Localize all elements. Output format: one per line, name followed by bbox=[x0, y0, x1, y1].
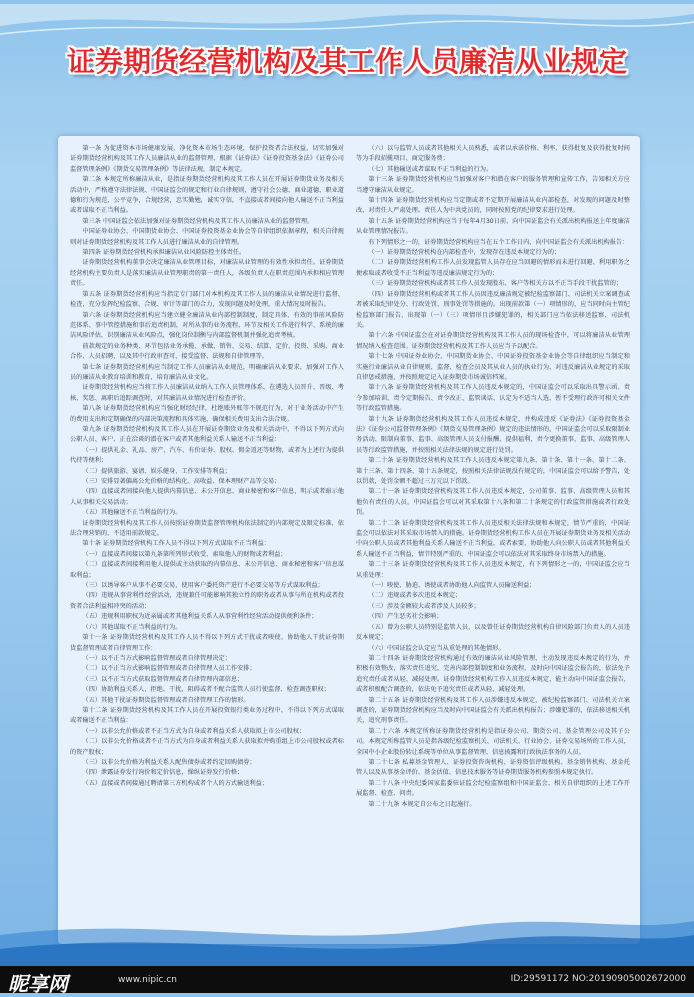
paragraph: （三）以不正当方式获取监督管理或者自律管理内部信息； bbox=[82, 675, 244, 683]
paragraph: （二）直接或者间接利用他人提供或主动获取的内幕信息、未公开信息、商业秘密和客户信息谋取利益； bbox=[70, 561, 344, 579]
paragraph: 第二十一条 证券期货经营机构及其工作人员违反本规定，公司董事、监事、高级管理人员和其他负有责任的人员，中国证监会可以对其采取第十八条和第二十条规定的行政监管措施或者行政处罚。 bbox=[356, 488, 630, 517]
paragraph: （三）以非公允价格为利益关系人配售债券或者约定回购债券； bbox=[82, 758, 256, 766]
paragraph: 第一条 为促进资本市场健康发展，净化资本市场生态环境，保护投资者合法权益，切实加强对证券期货经营机构及其工作人员廉洁从业的监督管理，根据《证券法》《证券投资基金法》《证券公司监督管理条例》《期货交易管理条例》等法律法规，制定本规定。 bbox=[70, 145, 344, 173]
paragraph: 第十三条 证券期货经营机构应当加强对客户和潜在客户的服务管理和宣传工作，告知相关方应当遵守廉洁从业规定。 bbox=[356, 176, 630, 194]
paragraph: 第三条 中国证监会依法加强对证券期货经营机构及其工作人员廉洁从业的监督管理。 bbox=[82, 217, 314, 225]
paragraph: 第二十七条 私募基金管理人、证券投资咨询机构、证券资信评级机构、基金销售机构、基金托管人以及从事基金评价、基金估值、信息技术服务等证券期货服务机构参照本规定执行。 bbox=[356, 758, 630, 777]
paragraph: 第四条 证券期货经营机构承担廉洁从业风险防控主体责任。 bbox=[82, 249, 246, 257]
left-text-column bbox=[70, 144, 344, 938]
paragraph: 第二十三条 证券期货经营机构及其工作人员违反本规定，有下列情形之一的，中国证监会应当从重处理： bbox=[356, 561, 630, 579]
page-title: 证券期货经营机构及其工作人员廉洁从业规定 bbox=[66, 45, 627, 78]
paragraph: 有下列情形之一的，证券期货经营机构应当在五个工作日内，向中国证监会有关派出机构报告： bbox=[368, 238, 629, 246]
paragraph: 第十七条 中国证券业协会、中国期货业协会、中国证券投资基金业协会等自律组织应当制定和实施行业廉洁从业自律规则，监督、检查会员及其从业人员的执业行为，对违反廉洁从业规定的采取自律惩戒措施，并按照规定记入证券期货市场诚信档案。 bbox=[356, 353, 630, 381]
site-url: www.nipic.cn bbox=[118, 975, 177, 985]
paragraph: （三）涉及金额较大或者涉及人员较多； bbox=[368, 602, 480, 610]
paragraph: 第七条 证券期货经营机构应当制定工作人员廉洁从业规范，明确廉洁从业要求，加强对工作人员的廉洁从业教育培训和教育，培育廉洁从业文化。 bbox=[70, 363, 344, 381]
paragraph: 第十二条 证券期货经营机构及其工作人员在开展投资银行类业务过程中，不得以下列方式谋取或者输送不正当利益： bbox=[70, 706, 344, 725]
paragraph: （五）直接或者间接通过聘请第三方机构或者个人的方式输送利益； bbox=[82, 779, 269, 787]
paragraph: 第十八条 证券期货经营机构及其工作人员违反本规定的，中国证监会可以采取出具警示函、责令参加培训、责令定期报告、责令改正、监管谈话、认定为不适当人选、暂不受理行政许可相关文件等行政监管措施。 bbox=[356, 384, 630, 413]
paragraph: （三）安排显著偏离公允价格的结构化、高收益、保本理财产品等交易； bbox=[82, 478, 281, 485]
paragraph: （二）以非公允价格或者不正当方式为自身或者利益关系人获取拟并购重组上市公司股权或者标的资产股权； bbox=[70, 738, 344, 756]
paragraph: 第二十二条 证券期货经营机构及其工作人员违反相关法律法规和本规定，情节严重的，中国证监会可以依法对其采取市场禁入的措施。证券期货经营机构工作人员在开展证券期货业务及相关活动中向公职人员或者其他利益关系人输送不正当利益，或者索要、协助他人向公职人员或者其他利益关系人输送不正当利益，情节特别严重的，中国证监会可以依法对其采取终身市场禁入的措施。 bbox=[356, 519, 630, 558]
paragraph: （五）其他输送不正当利益的行为。 bbox=[82, 509, 182, 517]
paragraph: 第八条 证券期货经营机构应当强化财经纪律，杜绝账外账等不规范行为，对于业务活动中产生的费用支出和定期确保的内部决策流程和具体实施，确保相关费用支出合法合规。 bbox=[70, 405, 344, 423]
paragraph: （一）唆使、胁迫、诱使或者协助他人向监管人员输送利益； bbox=[368, 582, 536, 590]
paragraph: 第二十八条 中央纪委国家监委驻证监会纪检监察组和中国证监会、相关自律组织的上述工作开展监督、检查、问责。 bbox=[356, 779, 630, 798]
paragraph: 第六条 证券期货经营机构应当建立健全廉洁从业内部控制制度，制定具体、有效的事前风险防范体系、事中管控措施和事后追责机制，对所从事的业务流程、环节及相关工作进行科学、系统的廉洁风险评估，识别廉洁从业风险点，强化岗位制衡与内部监督机制并强化追责考核。 bbox=[70, 311, 344, 340]
watermark-footer bbox=[0, 966, 694, 996]
paragraph: （四）协助利益关系人，拒绝、干扰、阻碍或者不配合监管人员行使监督、检查调查职权； bbox=[82, 686, 330, 694]
paragraph: 第二十五条 证券期货经营机构及其工作人员涉嫌违反本规定，被纪检监察部门、司法机关立案调查的，证券期货经营机构应当及时向中国证监会有关派出机构报告；涉嫌犯罪的，依法移送相关机关，追究刑事责任。 bbox=[356, 696, 630, 725]
paragraph: 第十五条 证券期货经营机构应当于每年4月30日前，向中国证监会有关派出机构报送上年度廉洁从业管理情况报告。 bbox=[356, 217, 630, 236]
right-text-column bbox=[356, 144, 630, 938]
paragraph: （四）泄露证券发行询价和定价信息，操纵证券发行价格； bbox=[82, 769, 244, 777]
paragraph: （五）曾为公职人员特别是监管人员，以及曾任证券期货经营机构自律风险部门负责人的人员违反本规定； bbox=[356, 623, 630, 642]
paragraph: 第九条 证券期货经营机构及其工作人员在开展证券期货业务及相关活动中，不得以下列方式向公职人员、客户、正在洽谈的潜在客户或者其他利益关系人输送不正当利益： bbox=[70, 425, 344, 444]
paragraph: （一）直接或者间接以第九条第所列形式收受、索取他人的财物或者利益； bbox=[82, 550, 287, 558]
paragraph: 第十六条 中国证监会在对证券期货经营机构及其工作人员的现场检查中，可以将廉洁从业管理情况纳入检查范围。证券期货经营机构及其工作人员应当予以配合。 bbox=[356, 332, 630, 350]
paragraph: 证券期货经营机构应当将工作人员廉洁从业纳入工作人员管理体系，在遴选人员晋升、晋级、考核、奖惩、离职后追踪调查时，对其廉洁从业情况进行检查评价。 bbox=[70, 384, 344, 402]
site-logo: 昵享网 bbox=[8, 972, 68, 996]
paragraph: 第二条 本规定所称廉洁从业，是指证券期货经营机构及其工作人员在开展证券期货业务及相关活动中，严格遵守法律法规、中国证监会的规定和行业自律规则，遵守社会公德、商业道德、职业道德和行为规范，公平竞争，合规经营，忠实勤勉，诚实守信，不直接或者间接向他人输送不正当利益或者谋取不正当利益。 bbox=[70, 176, 344, 215]
paragraph: （三）以诱导客户从事不必要交易、使用客户委托资产进行不必要交易等方式谋取利益； bbox=[82, 582, 324, 590]
paragraph: 中国证券业协会、中国期货业协会、中国证券投资基金业协会等自律组织依据章程，相关自律规则对证券期货经营机构及其工作人员进行廉洁从业的自律管理。 bbox=[70, 228, 344, 246]
paragraph: （一）证券期货经营机构在内部检查中，发现存在违反本规定行为的； bbox=[368, 249, 561, 257]
paragraph: （四）证券期货经营机构或者其工作人员因违反廉洁规定被纪检监察部门、司法机关立案调查或者被采取纪律处分、行政处罚、刑事处罚等措施的。出现前款第（一）项情形的，应当同时向主管纪检监察部门报告，出现第（一）（三）项情形且涉嫌犯罪的，相关部门应当依法移送监察、司法机关。 bbox=[356, 290, 630, 329]
paragraph: 第二十四条 证券期货经营机构通过有效的廉洁从业风险管理，主动发现违反本规定的行为，并积极有效整改，落实责任追究，完善内部控制制度和业务流程，及时向中国证监会报告的，依法免予追究责任或者从轻、减轻处理。证券期货经营机构工作人员违反本规定，能主动向中国证监会报告，或者积极配合调查的，依法免予追究责任或者从轻、减轻处理。 bbox=[356, 654, 630, 694]
paragraph: 第十九条 证券期货经营机构及其工作人员违反本规定，并构成违反《证券法》《证券投资基金法》《证券公司监督管理条例》《期货交易管理条例》规定的违法情形的，中国证监会可以采取限制业务活动、限制向董事、监事、高级管理人员支付报酬、提供福利，责令更换董事、监事、高级管理人员等行政监管措施，并按照相关法律法规的规定进行处罚。 bbox=[356, 415, 630, 454]
paragraph: （四）产生恶劣社会影响； bbox=[368, 613, 443, 621]
paragraph: 第十条 证券期货经营机构工作人员不得以下列方式谋取不正当利益： bbox=[82, 540, 270, 548]
top-wave-decoration bbox=[0, 4, 694, 40]
image-id-label: ID:29591172 NO:20190905002672000 bbox=[510, 974, 686, 984]
paragraph: （二）以不正当方式影响监督管理或者自律管理人员工作安排； bbox=[82, 665, 256, 673]
paragraph: （七）其他输送或者谋取不正当利益的行为。 bbox=[368, 165, 493, 173]
paragraph: 第十一条 证券期货经营机构及其工作人员不得以下列方式干扰或者唆使、协助他人干扰证券期货监督管理或者自律管理工作： bbox=[70, 634, 344, 652]
paragraph: （二）证券期货经营机构工作人员发现监管人员存在应当回避的情形而未进行回避、利用职务之便索取或者收受不正当利益等违反廉洁规定行为的； bbox=[356, 259, 630, 277]
paragraph: （六）其他谋取不正当利益的行为。 bbox=[82, 623, 182, 631]
paragraph: 证券期货经营机构董事会决定廉洁从业管理目标，对廉洁从业管理的有效性承担责任。证券期货经营机构主要负责人是落实廉洁从业管理职责的第一责任人，各级负责人在职责范围内承担相应管理责任。 bbox=[70, 259, 344, 288]
paragraph: （五）其他干扰证券期货监督管理或者自律管理工作的情形。 bbox=[82, 696, 250, 704]
paragraph: 前款规定的业务种类、环节包括业务承揽、承做、销售、交易、结算、定价、投资、采购、商业合作、人员招聘，以及其中行政审查可、接受监督、法规和自律管理等。 bbox=[70, 342, 344, 361]
paragraph: （二）违规或者多次违反本规定； bbox=[368, 592, 462, 600]
paragraph: 第十四条 证券期货经营机构应当定期或者不定期开展廉洁从业内部检查，对发现的问题及时整改，对责任人严肃处理。责任人为中共党员的，同时按照党的纪律要求进行处理。 bbox=[356, 197, 630, 215]
paragraph: 第二十条 证券期货经营机构及其工作人员违反本规定第九条、第十条、第十一条、第十二条、第十三条、第十四条、第十五条规定，按照相关法律法规没有规定的，中国证监会可以给予警告，处以罚款，处罚金额不超过三万元以下罚款。 bbox=[356, 457, 630, 485]
paragraph: （一）以不正当方式影响监督管理或者自律管理决定； bbox=[82, 654, 231, 662]
regulation-text-panel bbox=[58, 136, 640, 944]
paragraph: （六）以与监管人员或者其他相关人员熟悉，或者以承诺价格、利率、获得批复及获得批复时间等为手段招揽项目、商定服务费； bbox=[356, 145, 630, 163]
paragraph: 第五条 证券期货经营机构应当指定专门部门对本机构及其工作人员的廉洁从业情况进行监督、检查，充分发挥纪检监察、合规、审计等部门的合力，发现问题及时处理，重大情况及时报告。 bbox=[70, 290, 344, 309]
paragraph: （四）违规从事营利性经营活动，违规兼任可能影响其独立性的职务或者从事与所在机构或者投资者合法利益相冲突的活动； bbox=[70, 592, 344, 610]
paragraph: （一）提供礼金、礼品、房产、汽车、有价证券、股权、佣金返还等财物，或者为上述行为提供代持等便利； bbox=[70, 446, 344, 465]
paragraph: 第二十九条 本规定自公布之日起施行。 bbox=[368, 800, 476, 808]
paragraph: 第二十六条 本规定所称证券期货经营机构是指证券公司、期货公司、基金管理公司及其子公司。本规定所称监管人员是指各级纪检监察机关、司法机关、行业协会、证券交易场所的工作人员，全国中小企业股份转让系统等单位从事监督管理、信息披露和行政执法事务的人员。 bbox=[356, 727, 630, 756]
paragraph: （一）以非公允价格或者不正当方式为自身或者利益关系人获取拟上市公司股权； bbox=[82, 727, 306, 735]
paragraph: 证券期货经营机构及其工作人员按照证券期货监督管理机构依法制定的内部规定及限定标准，依法合理营销的，不适用前款规定。 bbox=[70, 519, 344, 538]
paragraph: （六）中国证监会认定应当从重处理的其他情形。 bbox=[368, 644, 505, 652]
paragraph: （二）提供旅游、宴请、娱乐健身、工作安排等利益； bbox=[82, 467, 231, 475]
paragraph: （三）证券期货经营机构或者其工作人员发现股东、客户等相关方以不正当手段干扰监管的； bbox=[368, 280, 623, 288]
paragraph: （五）违规利用职权为近亲属或者其他利益关系人从事营利性经营活动提供便利条件； bbox=[82, 613, 318, 621]
paragraph: （四）直接或者间接向他人提供内幕信息、未公开信息、商业秘密和客户信息，明示或者暗示他人从事相关交易活动； bbox=[70, 488, 344, 506]
